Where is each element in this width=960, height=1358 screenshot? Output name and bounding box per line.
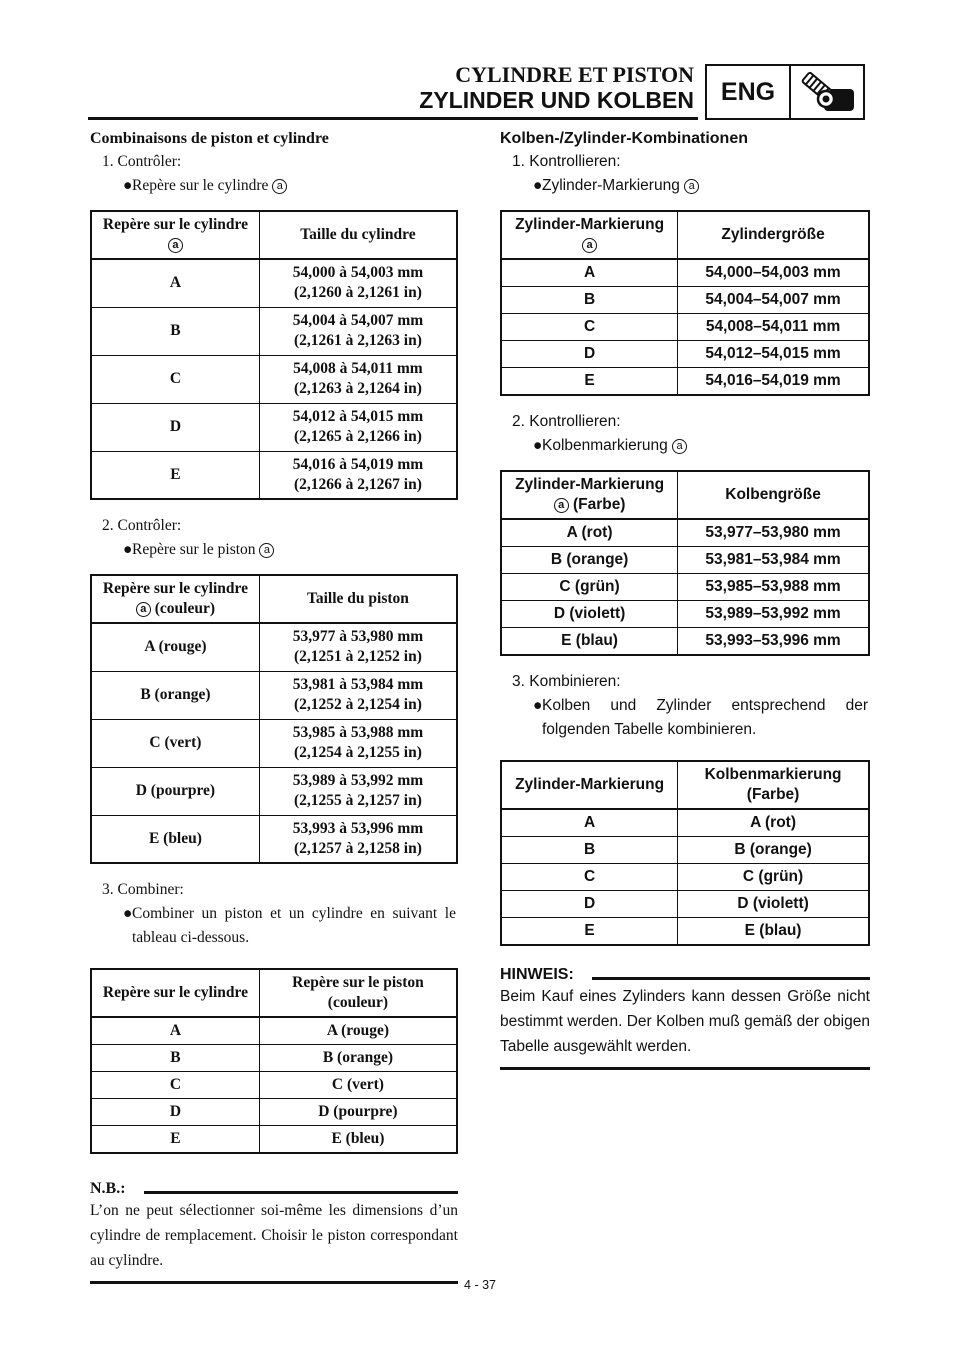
bullet-3-fr <box>90 902 458 950</box>
col-header: Taille du piston <box>259 575 457 623</box>
note-text-fr: L’on ne peut sélectionner soi-même les dimensions d’un cylindre de remplacement. Choisir le piston correspondant au cylindre. <box>90 1202 458 1269</box>
section-title-fr: Combinaisons de piston et cylindre <box>90 130 329 147</box>
bullet-1-de-text: Zylinder-Markierung <box>542 177 680 194</box>
marker-a-icon: a <box>672 439 687 454</box>
table-row: E 54,016–54,019 mm <box>501 368 869 396</box>
table-row: B (orange) 53,981 à 53,984 mm (2,1252 à 2,1254 in) <box>91 671 457 719</box>
note-text-de: Beim Kauf eines Zylinders kann dessen Größe nicht bestimmt werden. Der Kolben muß gemäß der obigen Tabelle ausgewählt werden. <box>500 988 870 1055</box>
table-row: A A (rot) <box>501 809 869 837</box>
cylinder-size-table-fr <box>90 210 458 500</box>
table-row: D 54,012 à 54,015 mm (2,1265 à 2,1266 in) <box>91 403 457 451</box>
col-header: Zylinder-Markierung a (Farbe) <box>501 471 678 519</box>
note-rule <box>592 977 870 980</box>
table-row: D (violett) 53,989–53,992 mm <box>501 601 869 628</box>
table-row: C 54,008 à 54,011 mm (2,1263 à 2,1264 in) <box>91 355 457 403</box>
step-1-de: 1. Kontrollieren: <box>512 153 621 170</box>
marker-a-icon: a <box>554 498 569 513</box>
page-number: 4 - 37 <box>464 1278 496 1292</box>
section-badge <box>705 64 865 120</box>
table-row: A 54,000–54,003 mm <box>501 259 869 287</box>
marker-a-icon: a <box>582 238 597 253</box>
note-title-de: HINWEIS: <box>500 966 574 983</box>
col-header: Repère sur le cylindre a (couleur) <box>91 575 259 623</box>
header-title-fr: CYLINDRE ET PISTON <box>455 62 694 87</box>
note-header-de <box>500 966 870 984</box>
table-row: E (bleu) 53,993 à 53,996 mm (2,1257 à 2,1258 in) <box>91 815 457 863</box>
bullet-3-de-text: Kolben und Zylinder entsprechend der folgenden Tabelle kombinieren. <box>542 697 868 738</box>
table-row: C 54,008–54,011 mm <box>501 314 869 341</box>
col-header: Repère sur le cylindre <box>91 969 259 1017</box>
table-row: A (rouge) 53,977 à 53,980 mm (2,1251 à 2,1252 in) <box>91 623 457 671</box>
bullet-3-de <box>500 694 870 742</box>
combination-table-fr <box>90 968 458 1154</box>
col-header: Zylindergröße <box>678 211 869 259</box>
bullet-dot-icon: ● <box>533 437 543 454</box>
table-row: A A (rouge) <box>91 1017 457 1045</box>
lang-badge: ENG <box>707 66 791 118</box>
bullet-1-de <box>500 174 870 198</box>
bullet-2-fr <box>90 538 458 562</box>
marker-a-icon: a <box>684 179 699 194</box>
marker-a-icon: a <box>272 179 287 194</box>
step-2-de: 2. Kontrollieren: <box>512 413 621 430</box>
table-row: B B (orange) <box>91 1045 457 1072</box>
table-row: C C (grün) <box>501 864 869 891</box>
table-row: C (vert) 53,985 à 53,988 mm (2,1254 à 2,1255 in) <box>91 719 457 767</box>
step-1-fr: 1. Contrôler: <box>102 153 182 170</box>
col-header: Kolbenmarkierung (Farbe) <box>678 761 869 809</box>
table-row: C (grün) 53,985–53,988 mm <box>501 574 869 601</box>
marker-a-icon: a <box>168 238 183 253</box>
column-fr <box>90 130 458 1284</box>
marker-a-icon: a <box>136 602 151 617</box>
bullet-1-fr-text: Repère sur le cylindre <box>132 177 269 194</box>
table-row: A (rot) 53,977–53,980 mm <box>501 519 869 547</box>
section-title-de: Kolben-/Zylinder-Kombinationen <box>500 130 748 147</box>
bullet-3-fr-text: Combiner un piston et un cylindre en suivant le tableau ci-dessous. <box>132 905 456 946</box>
bullet-dot-icon: ● <box>123 177 133 194</box>
table-row: D D (violett) <box>501 891 869 918</box>
table-row: B 54,004 à 54,007 mm (2,1261 à 2,1263 in) <box>91 307 457 355</box>
bullet-1-fr <box>90 174 458 198</box>
table-row: D 54,012–54,015 mm <box>501 341 869 368</box>
table-row: C C (vert) <box>91 1072 457 1099</box>
column-de <box>500 130 870 1070</box>
engine-wrench-icon <box>791 66 863 118</box>
piston-size-table-fr <box>90 574 458 864</box>
col-header: Zylinder-Markierung a <box>501 211 678 259</box>
col-header: Kolbengröße <box>678 471 869 519</box>
cylinder-size-table-de <box>500 210 870 396</box>
table-row: E E (bleu) <box>91 1126 457 1154</box>
note-rule <box>144 1191 458 1194</box>
col-header: Zylinder-Markierung <box>501 761 678 809</box>
combination-table-de <box>500 760 870 946</box>
table-row: E 54,016 à 54,019 mm (2,1266 à 2,1267 in) <box>91 451 457 499</box>
table-row: B (orange) 53,981–53,984 mm <box>501 547 869 574</box>
table-row: A 54,000 à 54,003 mm (2,1260 à 2,1261 in) <box>91 259 457 307</box>
note-end-rule <box>500 1067 870 1070</box>
step-2-fr: 2. Contrôler: <box>102 517 182 534</box>
table-row: E (blau) 53,993–53,996 mm <box>501 628 869 656</box>
header-rule <box>88 117 698 120</box>
col-header: Repère sur le piston (couleur) <box>259 969 457 1017</box>
note-header-fr <box>90 1180 458 1198</box>
bullet-dot-icon: ● <box>533 177 543 194</box>
step-3-fr: 3. Combiner: <box>102 881 184 898</box>
table-row: B 54,004–54,007 mm <box>501 287 869 314</box>
table-row: D D (pourpre) <box>91 1099 457 1126</box>
bullet-dot-icon: ● <box>123 905 133 922</box>
table-row: D (pourpre) 53,989 à 53,992 mm (2,1255 à 2,1257 in) <box>91 767 457 815</box>
col-header: Taille du cylindre <box>259 211 457 259</box>
piston-size-table-de <box>500 470 870 656</box>
bullet-dot-icon: ● <box>533 697 543 714</box>
table-row: B B (orange) <box>501 837 869 864</box>
bullet-2-de-text: Kolbenmarkierung <box>542 437 668 454</box>
note-title-fr: N.B.: <box>90 1180 126 1197</box>
step-3-de: 3. Kombinieren: <box>512 673 621 690</box>
col-header: Repère sur le cylindre a <box>91 211 259 259</box>
marker-a-icon: a <box>259 543 274 558</box>
bullet-dot-icon: ● <box>123 541 133 558</box>
header-title-de: ZYLINDER UND KOLBEN <box>419 87 694 113</box>
table-row: E E (blau) <box>501 918 869 946</box>
bullet-2-fr-text: Repère sur le piston <box>132 541 256 558</box>
bullet-2-de <box>500 434 870 458</box>
